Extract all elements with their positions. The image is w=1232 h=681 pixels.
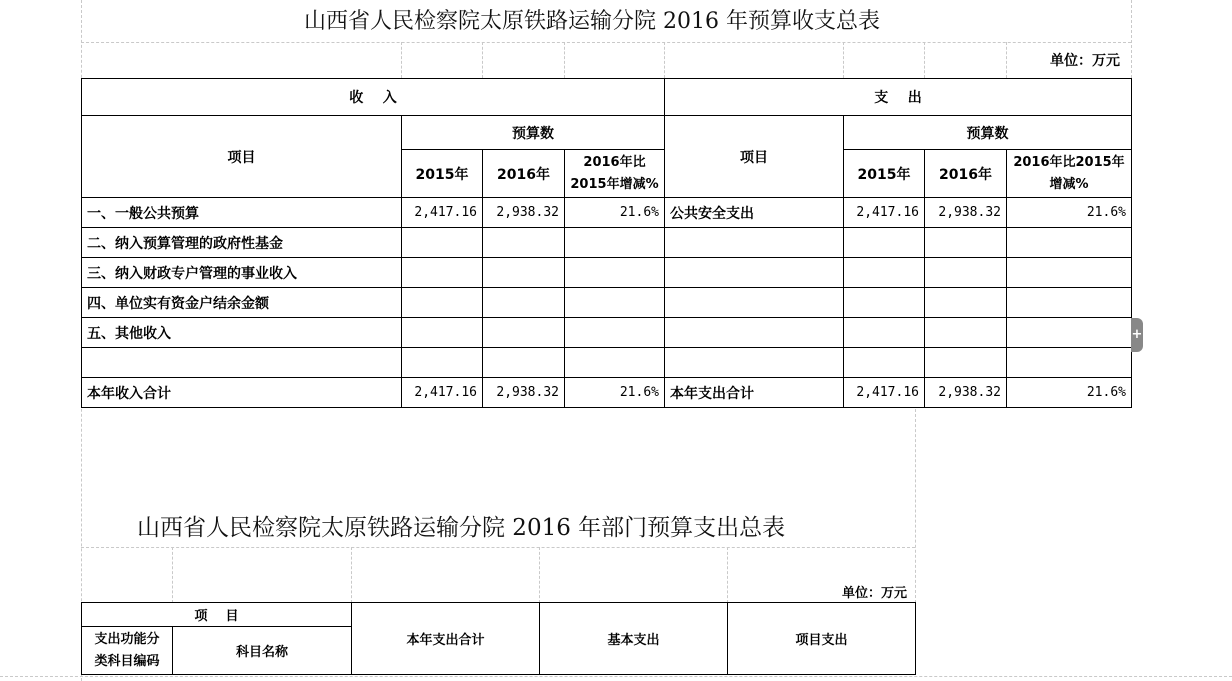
expense-2016-cell[interactable]: [925, 288, 1007, 318]
income-item-cell[interactable]: 五、其他收入: [82, 318, 402, 348]
expense-change-cell[interactable]: [1007, 228, 1132, 258]
annual-total-header[interactable]: 本年支出合计: [352, 603, 540, 675]
table1-unit-label: 单位：万元: [1050, 53, 1120, 69]
gridline: [81, 42, 1131, 43]
income-2016-cell[interactable]: [483, 228, 565, 258]
expense-2016-cell[interactable]: [925, 258, 1007, 288]
income-change-cell[interactable]: 21.6%: [565, 198, 665, 228]
gridline: [482, 42, 483, 78]
expense-2016-cell[interactable]: [925, 318, 1007, 348]
income-2015-cell[interactable]: [402, 228, 483, 258]
income-total-label[interactable]: 本年收入合计: [82, 378, 402, 408]
expense-header[interactable]: 支 出: [665, 79, 1132, 116]
income-item-cell[interactable]: 二、纳入预算管理的政府性基金: [82, 228, 402, 258]
income-2015-cell[interactable]: 2,417.16: [402, 198, 483, 228]
income-2015-cell[interactable]: [402, 348, 483, 378]
expense-2015-header[interactable]: 2015年: [844, 150, 925, 198]
project-expense-header[interactable]: 项目支出: [728, 603, 916, 675]
department-expenditure-table: [81, 602, 916, 675]
income-2016-header[interactable]: 2016年: [483, 150, 565, 198]
add-sheet-button[interactable]: +: [1131, 318, 1143, 352]
income-change-header[interactable]: 2016年比2015年增减%: [565, 150, 665, 198]
income-change-cell[interactable]: [565, 288, 665, 318]
income-2016-cell[interactable]: [483, 348, 565, 378]
income-2016-cell[interactable]: 2,938.32: [483, 198, 565, 228]
expense-item-cell[interactable]: [665, 228, 844, 258]
income-change-cell[interactable]: [565, 348, 665, 378]
expense-total-2016[interactable]: 2,938.32: [925, 378, 1007, 408]
gridline: [1006, 42, 1007, 78]
gridline: [539, 547, 540, 603]
gridline: [924, 42, 925, 78]
expense-2015-cell[interactable]: [844, 348, 925, 378]
gridline: [81, 547, 915, 548]
gridline: [0, 676, 1232, 677]
expense-2016-cell[interactable]: [925, 228, 1007, 258]
table1-title: 山西省人民检察院太原铁路运输分院 2016 年预算收支总表: [304, 9, 880, 34]
expense-item-cell[interactable]: 公共安全支出: [665, 198, 844, 228]
income-2016-cell[interactable]: [483, 318, 565, 348]
income-2015-cell[interactable]: [402, 288, 483, 318]
income-2015-cell[interactable]: [402, 258, 483, 288]
income-item-cell[interactable]: 四、单位实有资金户结余金额: [82, 288, 402, 318]
income-item-cell[interactable]: [82, 348, 402, 378]
gridline: [1131, 0, 1132, 78]
gridline: [351, 547, 352, 603]
income-item-cell[interactable]: 一、一般公共预算: [82, 198, 402, 228]
table-row: [82, 228, 1132, 258]
expense-change-cell[interactable]: [1007, 258, 1132, 288]
income-header[interactable]: 收 入: [82, 79, 665, 116]
expense-change-cell[interactable]: [1007, 318, 1132, 348]
gridline: [664, 42, 665, 78]
expense-item-header[interactable]: 项目: [665, 116, 844, 198]
expense-total-change[interactable]: 21.6%: [1007, 378, 1132, 408]
expense-budget-group-header[interactable]: 预算数: [844, 116, 1132, 150]
table-row: [82, 348, 1132, 378]
income-total-2016[interactable]: 2,938.32: [483, 378, 565, 408]
subject-name-header[interactable]: 科目名称: [173, 627, 352, 675]
table-row: [82, 198, 1132, 228]
gridline: [727, 547, 728, 603]
income-change-cell[interactable]: [565, 258, 665, 288]
income-total-change[interactable]: 21.6%: [565, 378, 665, 408]
expense-2015-cell[interactable]: [844, 228, 925, 258]
expense-2015-cell[interactable]: 2,417.16: [844, 198, 925, 228]
income-2016-cell[interactable]: [483, 258, 565, 288]
income-budget-group-header[interactable]: 预算数: [402, 116, 665, 150]
expense-item-cell[interactable]: [665, 348, 844, 378]
expense-2015-cell[interactable]: [844, 258, 925, 288]
expense-change-header[interactable]: 2016年比2015年增减%: [1007, 150, 1132, 198]
table2-unit-label: 单位：万元: [842, 586, 908, 601]
expense-total-label[interactable]: 本年支出合计: [665, 378, 844, 408]
expense-item-cell[interactable]: [665, 288, 844, 318]
table2-title: 山西省人民检察院太原铁路运输分院 2016 年部门预算支出总表: [137, 515, 786, 541]
table-row: [82, 288, 1132, 318]
income-item-cell[interactable]: 三、纳入财政专户管理的事业收入: [82, 258, 402, 288]
income-total-2015[interactable]: 2,417.16: [402, 378, 483, 408]
income-change-cell[interactable]: [565, 228, 665, 258]
gridline: [915, 409, 916, 603]
expense-item-cell[interactable]: [665, 318, 844, 348]
expense-item-cell[interactable]: [665, 258, 844, 288]
item-group-header[interactable]: 项 目: [82, 603, 352, 627]
expense-2016-cell[interactable]: [925, 348, 1007, 378]
gridline: [843, 42, 844, 78]
income-2016-cell[interactable]: [483, 288, 565, 318]
table-row: [82, 258, 1132, 288]
expense-total-2015[interactable]: 2,417.16: [844, 378, 925, 408]
basic-expense-header[interactable]: 基本支出: [540, 603, 728, 675]
total-row: [82, 378, 1132, 408]
gridline: [564, 42, 565, 78]
income-item-header[interactable]: 项目: [82, 116, 402, 198]
expense-2015-cell[interactable]: [844, 288, 925, 318]
expense-2015-cell[interactable]: [844, 318, 925, 348]
expense-change-cell[interactable]: 21.6%: [1007, 198, 1132, 228]
budget-summary-table: [81, 78, 1132, 408]
income-2015-header[interactable]: 2015年: [402, 150, 483, 198]
expense-2016-cell[interactable]: 2,938.32: [925, 198, 1007, 228]
gridline: [401, 42, 402, 78]
income-2015-cell[interactable]: [402, 318, 483, 348]
expense-change-cell[interactable]: [1007, 348, 1132, 378]
table-row: [82, 318, 1132, 348]
expense-2016-header[interactable]: 2016年: [925, 150, 1007, 198]
expense-change-cell[interactable]: [1007, 288, 1132, 318]
gridline: [172, 547, 173, 603]
income-change-cell[interactable]: [565, 318, 665, 348]
function-code-header[interactable]: 支出功能分类科目编码: [82, 627, 173, 675]
